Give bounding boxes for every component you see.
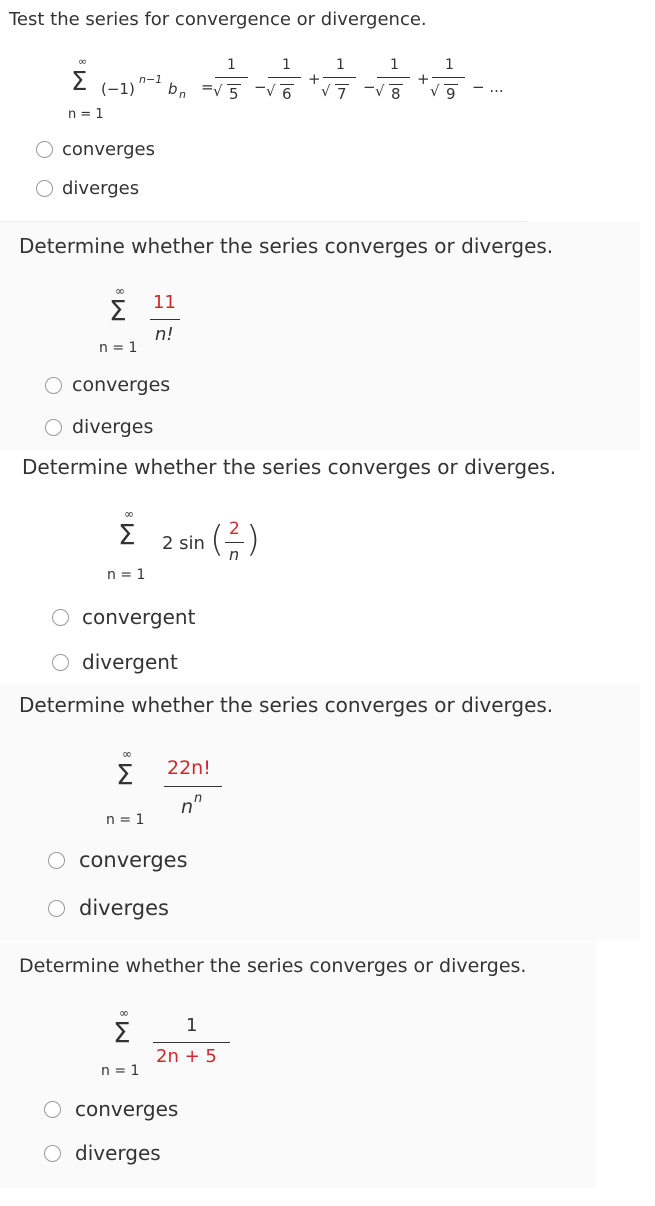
q3-coef: 2 sin	[162, 533, 205, 554]
q2-option-diverges[interactable]	[45, 416, 153, 438]
q1-radio-diverges[interactable]	[36, 180, 53, 197]
q2-prompt: Determine whether the series converges or diverges.	[19, 234, 554, 258]
q3-radio-convergent[interactable]	[52, 609, 69, 626]
q1-radio-converges[interactable]	[36, 141, 53, 158]
q4-sum-lower: n = 1	[106, 812, 145, 828]
q1-op-4: +	[417, 70, 430, 88]
q3-inner-denominator: n	[229, 545, 240, 564]
q1-frac3-rad: 7	[337, 85, 347, 103]
q2-denominator: n!	[155, 324, 174, 345]
q5-option-diverges[interactable]	[44, 1141, 161, 1165]
q1-op-1: −	[254, 78, 267, 96]
q4-fraction-bar	[164, 786, 222, 787]
q1-frac1-rad: 5	[229, 85, 239, 103]
q3-inner-fraction-bar	[225, 542, 244, 543]
q1-option-converges-label: converges	[62, 139, 156, 160]
q3-sigma: Σ	[118, 518, 136, 551]
q4-denominator-base: n	[181, 796, 194, 818]
q4-radio-converges[interactable]	[48, 852, 65, 869]
q1-frac3-sqrt-icon: √	[321, 82, 331, 100]
q2-sigma: Σ	[109, 294, 127, 327]
q1-frac5-rad: 9	[446, 85, 456, 103]
q4-option-converges-label: converges	[79, 848, 188, 872]
q1-term-exp: n−1	[139, 73, 163, 86]
q1-term-sub: n	[179, 88, 186, 101]
q1-frac4-sqrt-icon: √	[375, 82, 385, 100]
q5-numerator: 1	[186, 1015, 198, 1036]
q1-prompt: Test the series for convergence or divergence.	[9, 9, 427, 30]
q3-right-paren: )	[246, 519, 261, 560]
q1-frac3-bar	[323, 77, 356, 78]
q3-option-convergent[interactable]	[52, 605, 195, 629]
q2-sum-upper: ∞	[115, 284, 125, 298]
q1-frac4-num: 1	[390, 57, 399, 73]
q1-frac5-num: 1	[445, 57, 454, 73]
q1-frac1-sqrt-icon: √	[213, 82, 223, 100]
q1-frac2-rad: 6	[282, 85, 292, 103]
q3-radio-divergent[interactable]	[52, 654, 69, 671]
q2-option-converges-label: converges	[72, 374, 171, 396]
q4-denominator-exp: n	[194, 791, 203, 806]
q5-sigma: Σ	[113, 1016, 131, 1049]
q5-radio-diverges[interactable]	[44, 1145, 61, 1162]
q5-fraction-bar	[153, 1042, 230, 1043]
q1-term-b: b	[168, 80, 178, 98]
q3-inner-numerator: 2	[229, 519, 240, 539]
q1-frac2-bar	[268, 77, 301, 78]
q1-op-2: +	[308, 70, 321, 88]
q1-term-base: (−1)	[101, 80, 135, 98]
q3-option-convergent-label: convergent	[82, 605, 196, 629]
q4-radio-diverges[interactable]	[48, 900, 65, 917]
q4-numerator: 22n!	[167, 757, 211, 779]
q2-radio-converges[interactable]	[45, 377, 62, 394]
q1-frac1-num: 1	[227, 57, 236, 73]
q1-sigma: Σ	[71, 67, 88, 97]
q3-left-paren: (	[210, 519, 225, 560]
q1-frac3-num: 1	[336, 57, 345, 73]
q1-frac2-num: 1	[282, 57, 291, 73]
q4-option-converges[interactable]	[48, 848, 188, 872]
q2-sum-lower: n = 1	[99, 340, 138, 356]
q5-option-converges-label: converges	[75, 1097, 179, 1121]
q4-option-diverges[interactable]	[48, 896, 169, 920]
q2-option-diverges-label: diverges	[72, 416, 154, 438]
q3-sum-upper: ∞	[124, 507, 134, 521]
q4-sum-upper: ∞	[122, 747, 132, 761]
q3-option-divergent[interactable]	[52, 650, 178, 674]
q3-prompt: Determine whether the series converges or diverges.	[22, 455, 557, 479]
q3-option-divergent-label: divergent	[82, 650, 178, 674]
q1-option-diverges[interactable]	[36, 178, 139, 199]
q1-frac4-rad: 8	[391, 85, 401, 103]
q5-sum-lower: n = 1	[101, 1063, 140, 1079]
q1-frac4-bar	[377, 77, 410, 78]
q1-frac5-bar	[432, 77, 465, 78]
q1-series-expression	[0, 0, 655, 130]
q5-option-diverges-label: diverges	[75, 1141, 161, 1165]
q1-option-diverges-label: diverges	[62, 178, 140, 199]
q5-denominator: 2n + 5	[156, 1046, 217, 1067]
q1-frac2-sqrt-icon: √	[266, 82, 276, 100]
q5-option-converges[interactable]	[44, 1097, 178, 1121]
question-1	[0, 0, 655, 221]
q2-numerator: 11	[153, 292, 176, 313]
q1-sum-lower: n = 1	[68, 107, 104, 122]
q5-radio-converges[interactable]	[44, 1101, 61, 1118]
q1-equals: =	[201, 78, 214, 96]
q3-sum-lower: n = 1	[107, 567, 146, 583]
q1-op-3: −	[363, 78, 376, 96]
q2-fraction-bar	[150, 319, 180, 320]
q5-prompt: Determine whether the series converges or diverges.	[19, 955, 527, 977]
q2-radio-diverges[interactable]	[45, 419, 62, 436]
q1-frac1-bar	[215, 77, 248, 78]
q4-option-diverges-label: diverges	[79, 896, 169, 920]
q2-option-converges[interactable]	[45, 374, 170, 396]
q1-op-5: − ...	[472, 78, 504, 96]
q4-prompt: Determine whether the series converges or diverges.	[19, 693, 554, 717]
q4-sigma: Σ	[116, 758, 134, 791]
q5-sum-upper: ∞	[119, 1006, 129, 1020]
q1-option-converges[interactable]	[36, 139, 155, 160]
q1-frac5-sqrt-icon: √	[430, 82, 440, 100]
q1-sum-upper: ∞	[78, 55, 88, 68]
